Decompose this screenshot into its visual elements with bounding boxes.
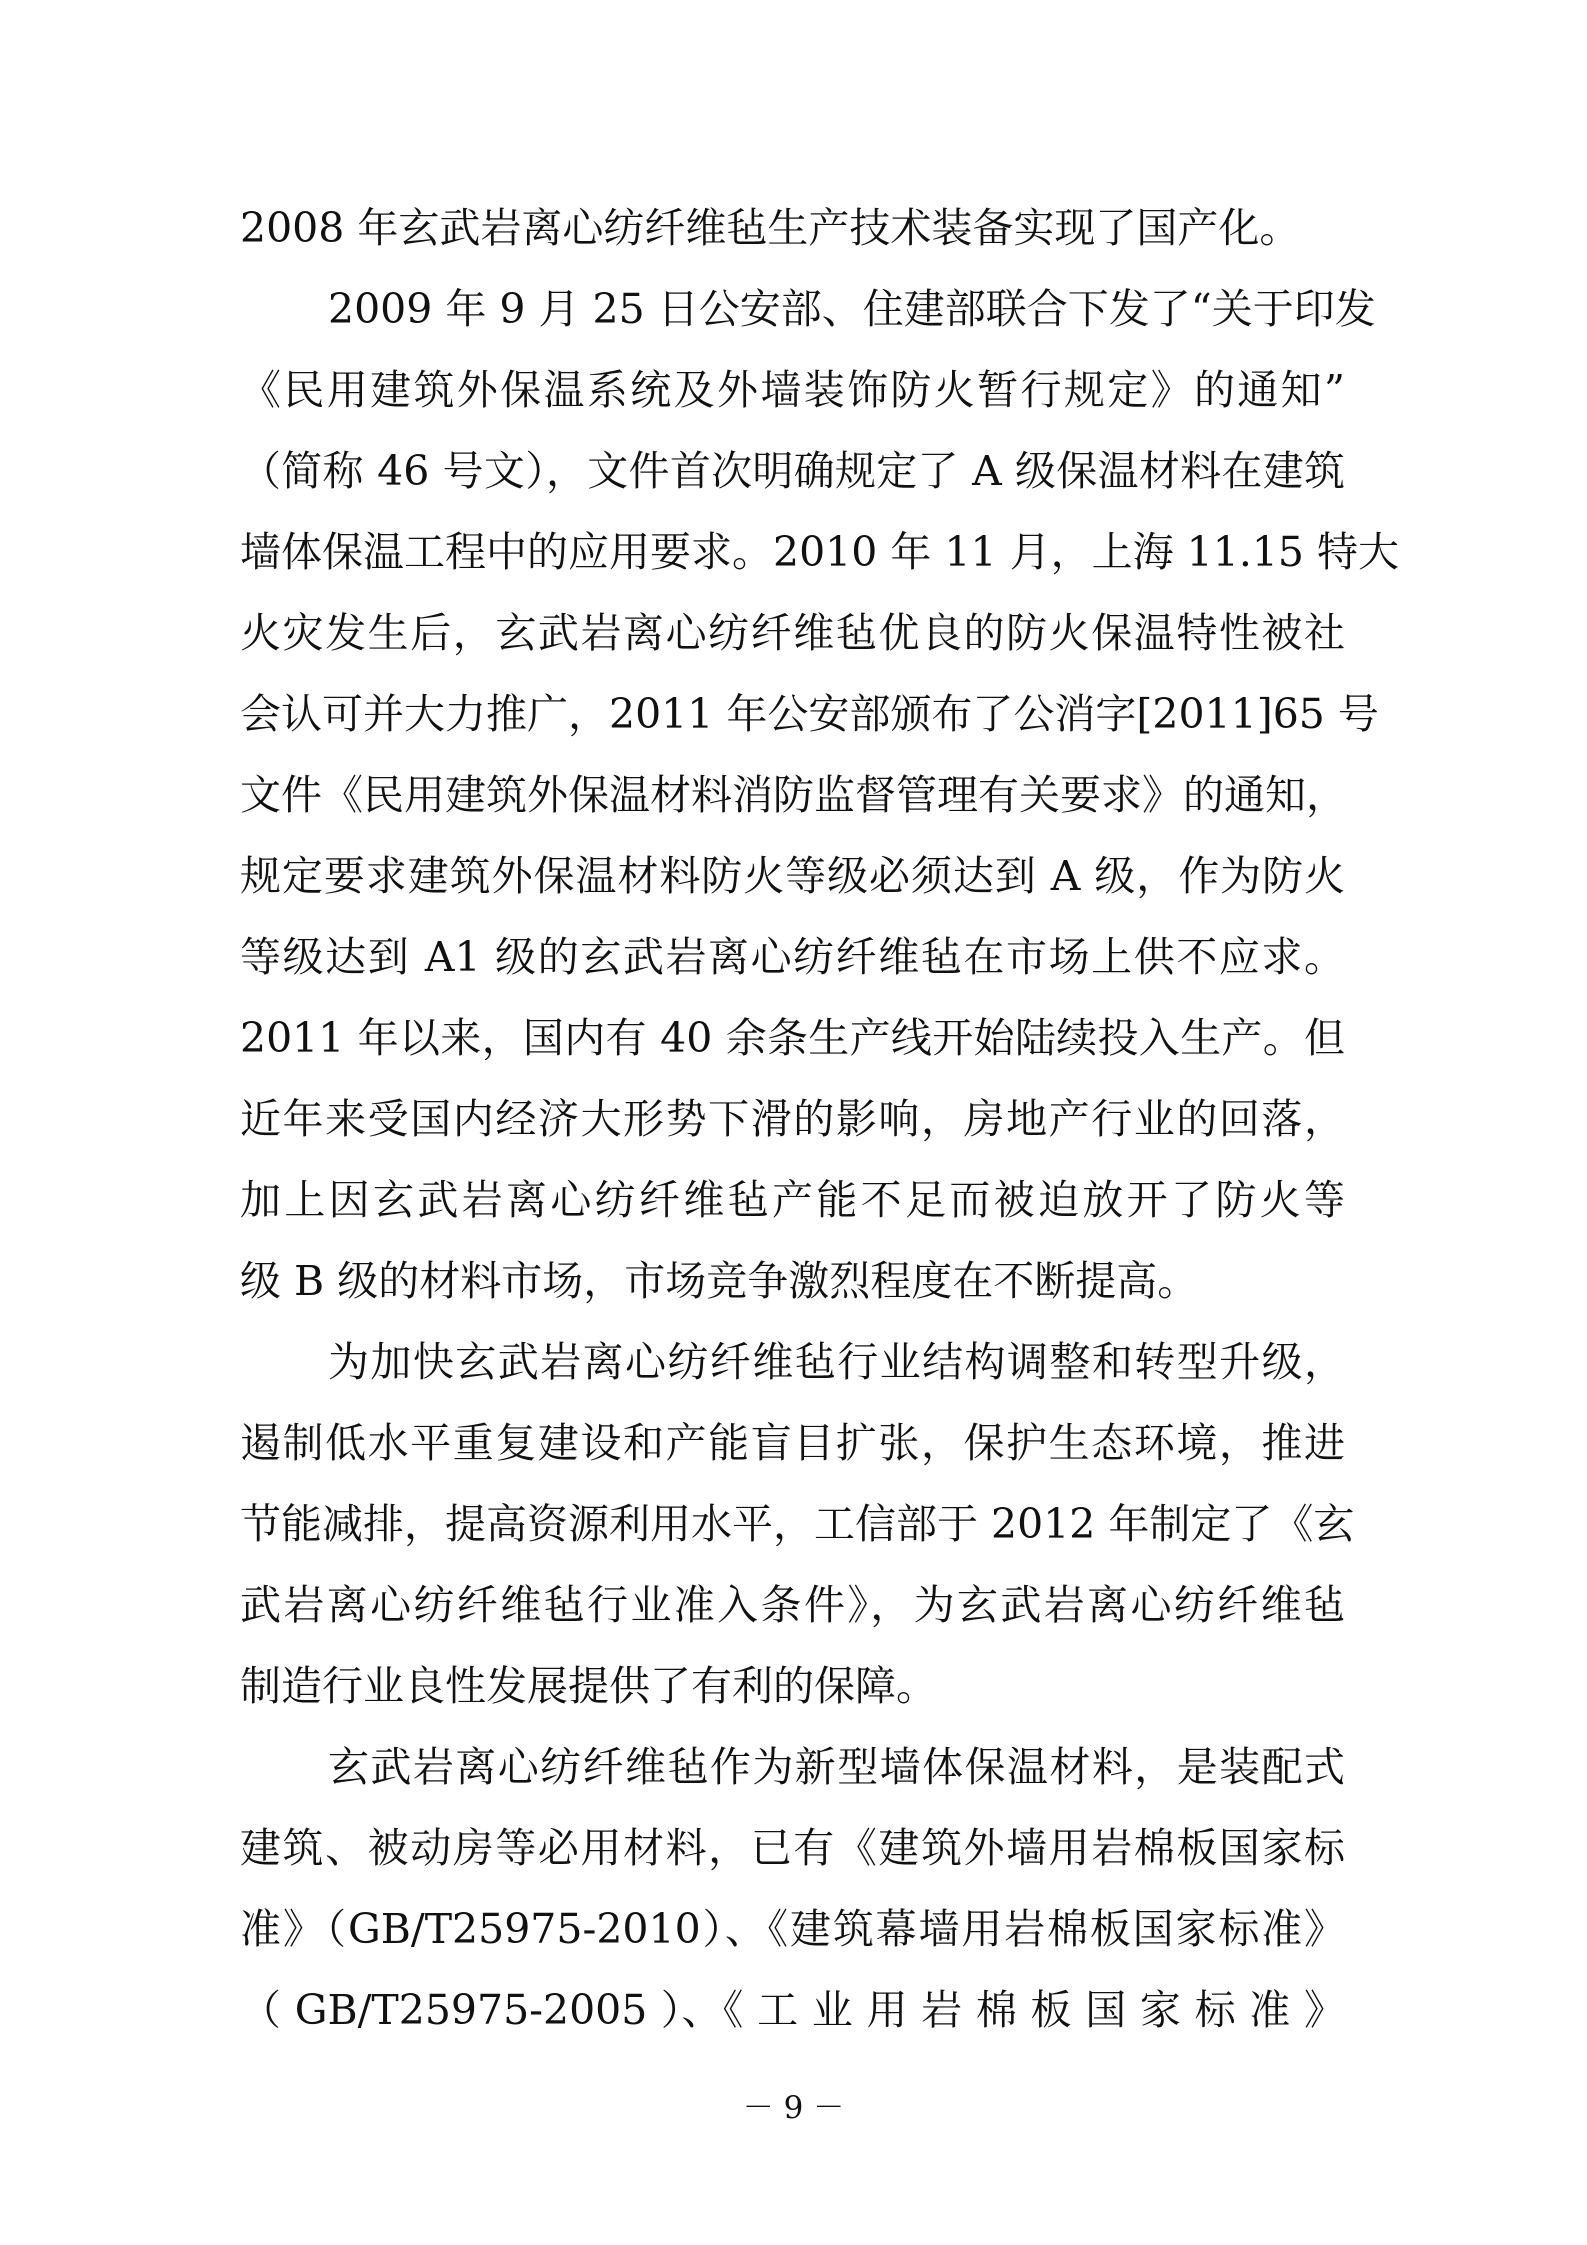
text-line-14: 级 B 级的材料市场，市场竞争激烈程度在不断提高。 <box>240 1257 1199 1305</box>
text-line-18: 武岩离心纺纤维毡行业准入条件》，为玄武岩离心纺纤维毡 <box>240 1581 1345 1629</box>
text-line-3: 《民用建筑外保温系统及外墙装饰防火暂行规定》的通知” <box>240 366 1345 414</box>
text-line-10: 等级达到 A1 级的玄武岩离心纺纤维毡在市场上供不应求。 <box>240 933 1345 981</box>
text-line-5: 墙体保温工程中的应用要求。2010 年 11 月，上海 11.15 特大 <box>240 528 1400 576</box>
text-line-11: 2011 年以来，国内有 40 余条生产线开始陆续投入生产。但 <box>240 1014 1345 1062</box>
text-line-21: 建筑、被动房等必用材料，已有《建筑外墙用岩棉板国家标 <box>240 1824 1345 1872</box>
text-line-22: 准》（GB/T25975-2010）、《建筑幕墙用岩棉板国家标准》 <box>240 1905 1345 1953</box>
text-line-19: 制造行业良性发展提供了有利的保障。 <box>240 1662 937 1710</box>
text-line-7: 会认可并大力推广，2011 年公安部颁布了公消字[2011]65 号 <box>240 690 1379 738</box>
text-line-13: 加上因玄武岩离心纺纤维毡产能不足而被迫放开了防火等 <box>240 1176 1345 1224</box>
text-line-2: 2009 年 9 月 25 日公安部、住建部联合下发了“关于印发 <box>328 285 1376 333</box>
text-line-12: 近年来受国内经济大形势下滑的影响，房地产行业的回落， <box>240 1095 1345 1143</box>
text-line-15: 为加快玄武岩离心纺纤维毡行业结构调整和转型升级， <box>328 1338 1345 1386</box>
text-line-23: （ GB/T25975-2005 ）、《 工 业 用 岩 棉 板 国 家 标 准 》 <box>240 1986 1345 2034</box>
text-line-8: 文件《民用建筑外保温材料消防监督管理有关要求》的通知， <box>240 771 1347 819</box>
page-number: － 9 － <box>742 2090 845 2126</box>
text-line-20: 玄武岩离心纺纤维毡作为新型墙体保温材料，是装配式 <box>328 1743 1345 1791</box>
text-line-16: 遏制低水平重复建设和产能盲目扩张，保护生态环境，推进 <box>240 1419 1345 1467</box>
text-line-1: 2008 年玄武岩离心纺纤维毡生产技术装备实现了国产化。 <box>240 204 1301 252</box>
text-line-4: （简称 46 号文），文件首次明确规定了 A 级保温材料在建筑 <box>240 447 1345 495</box>
text-line-17: 节能减排，提高资源利用水平，工信部于 2012 年制定了《玄 <box>240 1500 1355 1548</box>
text-line-9: 规定要求建筑外保温材料防火等级必须达到 A 级，作为防火 <box>240 852 1345 900</box>
text-line-6: 火灾发生后，玄武岩离心纺纤维毡优良的防火保温特性被社 <box>240 609 1345 657</box>
